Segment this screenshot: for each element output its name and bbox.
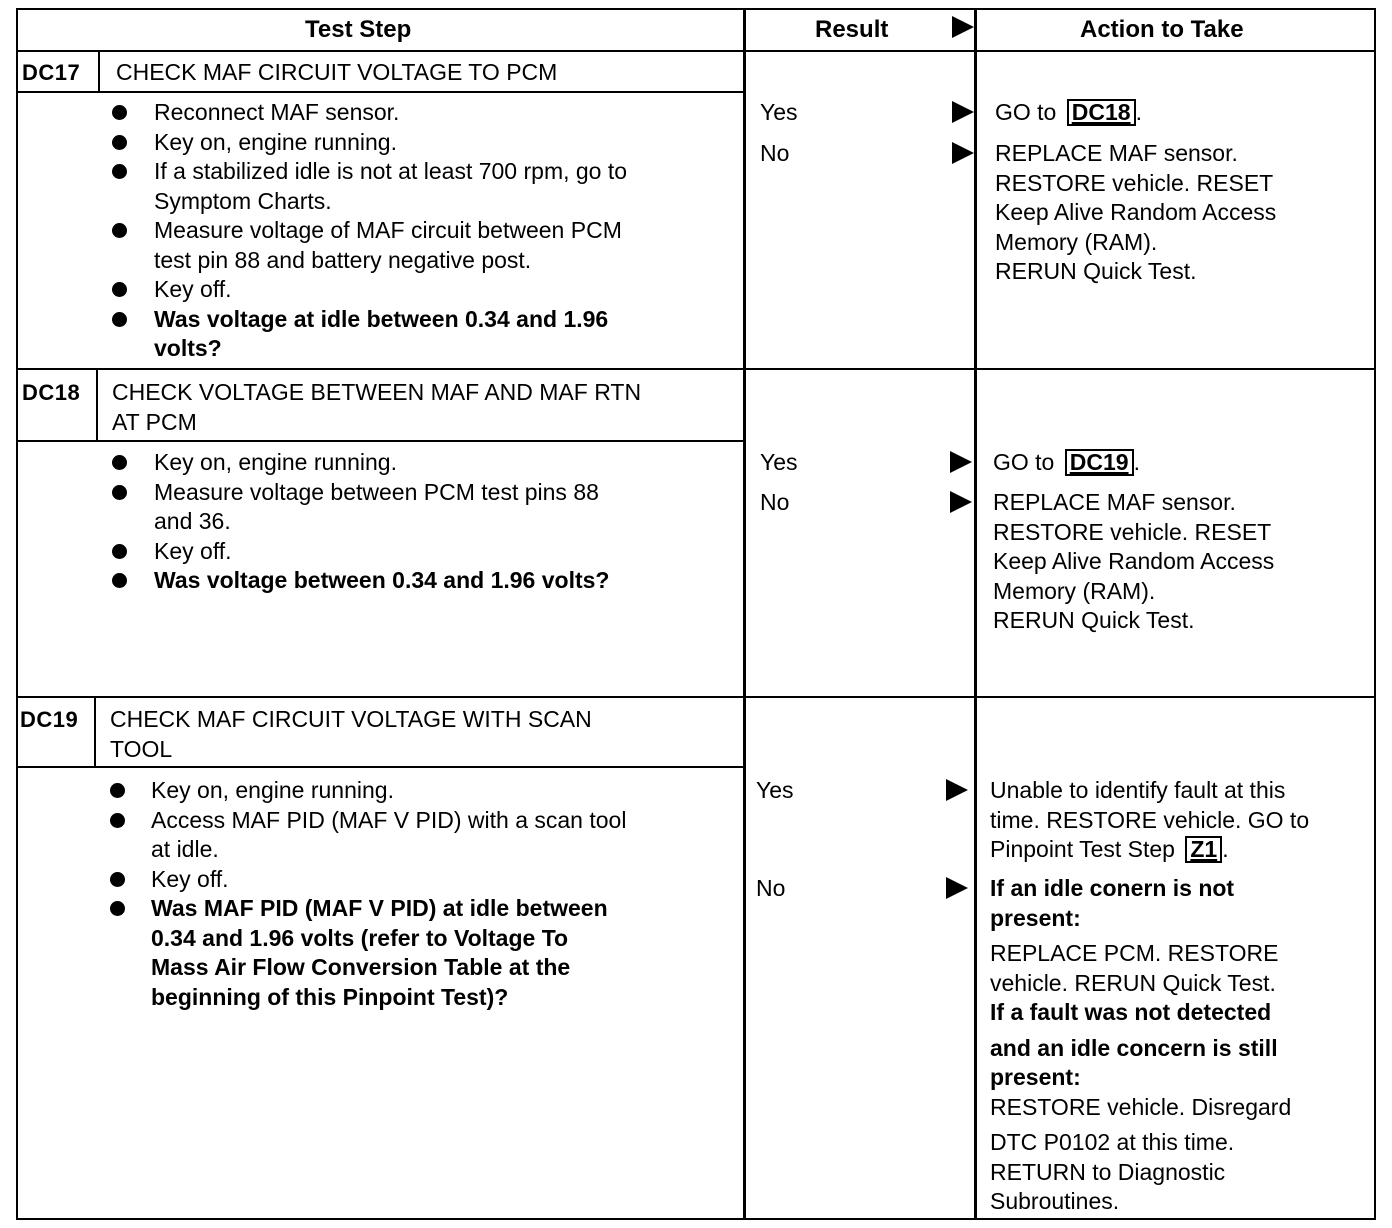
step-title: CHECK MAF CIRCUIT VOLTAGE TO PCM — [116, 59, 558, 85]
bullet-icon — [112, 282, 127, 297]
action-line — [990, 969, 1276, 999]
action-line — [990, 806, 1309, 836]
action-text-suffix: . — [1222, 836, 1229, 862]
bullet-text: Measure voltage between PCM test pins 88 — [154, 478, 599, 505]
action-text: Pinpoint Test Step — [990, 836, 1182, 862]
step-code: DC19 — [20, 707, 79, 732]
action-text: RESTORE vehicle. RESET — [995, 169, 1274, 196]
step-title: CHECK MAF CIRCUIT VOLTAGE WITH SCAN — [110, 706, 592, 732]
bullet-text: Symptom Charts. — [154, 187, 332, 214]
action-line — [990, 1128, 1234, 1158]
action-text-suffix: . — [1135, 99, 1142, 125]
dc19-title-underline — [16, 766, 745, 768]
action-text: GO to — [993, 449, 1061, 475]
header-arrow-icon — [952, 16, 974, 38]
result-no: No — [760, 140, 790, 166]
action-text: present: — [990, 1064, 1081, 1090]
step-code: DC17 — [22, 60, 81, 85]
result-yes: Yes — [760, 449, 798, 475]
action-text: RERUN Quick Test. — [995, 258, 1197, 284]
bullet-icon — [112, 544, 127, 559]
bullet-text: Key on, engine running. — [154, 128, 397, 155]
action-text: If an idle conern is not — [990, 875, 1235, 901]
step-title: AT PCM — [112, 408, 197, 435]
action-line — [990, 904, 1081, 934]
dc17-title-underline — [16, 91, 745, 93]
action-text: RESTORE vehicle. Disregard — [990, 1093, 1292, 1120]
action-text: and an idle concern is still — [990, 1034, 1278, 1061]
action-line — [993, 448, 1140, 478]
table-border-bottom — [16, 1218, 1376, 1220]
step-reference-link[interactable]: DC19 — [1065, 449, 1134, 476]
action-line — [990, 1187, 1119, 1217]
dc18-code-divider — [96, 370, 98, 440]
dc19-code-divider — [94, 698, 96, 768]
bullet-icon — [112, 223, 127, 238]
dc17-code-divider — [98, 52, 100, 92]
action-text: REPLACE PCM. RESTORE — [990, 940, 1279, 966]
action-line — [990, 1034, 1278, 1064]
step-code: DC18 — [22, 380, 81, 405]
action-text: RESTORE vehicle. RESET — [993, 518, 1272, 545]
action-line — [995, 98, 1142, 128]
action-text: RETURN to Diagnostic — [990, 1158, 1226, 1185]
bullet-text: beginning of this Pinpoint Test)? — [151, 983, 509, 1010]
step-reference-link[interactable]: DC18 — [1067, 99, 1136, 126]
action-text-suffix: . — [1133, 449, 1140, 475]
step-reference-link[interactable]: Z1 — [1185, 836, 1222, 863]
action-text: time. RESTORE vehicle. GO to — [990, 806, 1310, 833]
action-line — [993, 488, 1236, 518]
step-title: CHECK VOLTAGE BETWEEN MAF AND MAF RTN — [112, 379, 642, 405]
bullet-icon — [112, 164, 127, 179]
bullet-text: Was voltage at idle between 0.34 and 1.96 — [154, 305, 609, 332]
action-line — [995, 228, 1157, 258]
action-line — [990, 1158, 1225, 1188]
table-border-left — [16, 8, 18, 1220]
bullet-text: 0.34 and 1.96 volts (refer to Voltage To — [151, 924, 569, 951]
action-text: GO to — [995, 99, 1063, 125]
result-yes: Yes — [760, 99, 798, 125]
result-arrow-icon — [950, 451, 972, 473]
result-arrow-icon — [946, 779, 968, 801]
bullet-icon — [110, 872, 125, 887]
bullet-text: Key on, engine running. — [151, 777, 394, 803]
action-text: Memory (RAM). — [993, 577, 1156, 604]
bullet-text: Reconnect MAF sensor. — [154, 99, 400, 125]
bullet-text: Key off. — [154, 537, 232, 564]
action-text: Subroutines. — [990, 1188, 1120, 1214]
action-text: DTC P0102 at this time. — [990, 1129, 1235, 1155]
action-line — [990, 998, 1271, 1028]
action-text: Unable to identify fault at this — [990, 777, 1286, 803]
bullet-icon — [112, 105, 127, 120]
bullet-text: Key off. — [154, 276, 232, 302]
result-yes: Yes — [756, 777, 794, 803]
table-border-top — [18, 8, 1376, 10]
action-text: Keep Alive Random Access — [993, 548, 1275, 574]
bullet-text: Was voltage between 0.34 and 1.96 volts? — [154, 567, 610, 593]
result-arrow-icon — [950, 491, 972, 513]
bullet-text: Mass Air Flow Conversion Table at the — [151, 954, 571, 980]
bullet-icon — [112, 485, 127, 500]
action-line — [995, 257, 1197, 287]
bullet-text: Access MAF PID (MAF V PID) with a scan tool — [151, 806, 627, 833]
action-text: present: — [990, 904, 1081, 931]
action-line — [990, 835, 1229, 865]
action-line — [995, 198, 1276, 228]
action-line — [990, 1063, 1081, 1093]
step-title: TOOL — [110, 735, 173, 762]
header-result: Result — [815, 16, 889, 43]
bullet-text: Measure voltage of MAF circuit between PCM — [154, 217, 622, 243]
header-divider — [16, 50, 1376, 52]
bullet-text: Key off. — [151, 865, 229, 892]
action-text: Keep Alive Random Access — [995, 199, 1277, 225]
bullet-text: volts? — [154, 335, 222, 361]
action-line — [993, 577, 1155, 607]
action-line — [990, 874, 1234, 904]
action-line — [990, 776, 1285, 806]
table-border-right — [1374, 8, 1376, 1220]
action-line — [995, 169, 1273, 199]
bullet-icon — [110, 901, 125, 916]
action-text: REPLACE MAF sensor. — [993, 489, 1236, 515]
row-divider-dc18 — [16, 368, 1376, 370]
bullet-text: Key on, engine running. — [154, 449, 397, 475]
bullet-icon — [112, 455, 127, 470]
bullet-icon — [110, 813, 125, 828]
row-divider-dc19 — [16, 696, 1376, 698]
result-arrow-icon — [952, 142, 974, 164]
bullet-icon — [112, 312, 127, 327]
bullet-text: If a stabilized idle is not at least 700 rpm, go to — [154, 158, 628, 184]
action-line — [993, 518, 1271, 548]
action-line — [993, 606, 1195, 636]
dc18-title-underline — [16, 440, 745, 442]
bullet-text: test pin 88 and battery negative post. — [154, 246, 532, 273]
bullet-icon — [112, 573, 127, 588]
action-line — [990, 1093, 1291, 1123]
action-text: REPLACE MAF sensor. — [995, 140, 1238, 166]
action-text: vehicle. RERUN Quick Test. — [990, 969, 1276, 996]
action-line — [993, 547, 1274, 577]
result-arrow-icon — [952, 101, 974, 123]
column-divider-action — [974, 8, 977, 1220]
bullet-text: Was MAF PID (MAF V PID) at idle between — [151, 895, 608, 921]
bullet-icon — [110, 783, 125, 798]
action-text: If a fault was not detected — [990, 999, 1272, 1025]
result-no: No — [760, 489, 790, 515]
result-arrow-icon — [946, 877, 968, 899]
bullet-text: at idle. — [151, 836, 219, 862]
result-no: No — [756, 875, 786, 901]
header-test-step: Test Step — [305, 16, 412, 43]
header-action: Action to Take — [1080, 16, 1244, 43]
bullet-text: and 36. — [154, 508, 231, 534]
action-text: RERUN Quick Test. — [993, 607, 1195, 633]
action-text: Memory (RAM). — [995, 228, 1158, 255]
bullet-icon — [112, 135, 127, 150]
action-line — [990, 939, 1278, 969]
column-divider-result — [743, 8, 746, 1220]
action-line — [995, 139, 1238, 169]
